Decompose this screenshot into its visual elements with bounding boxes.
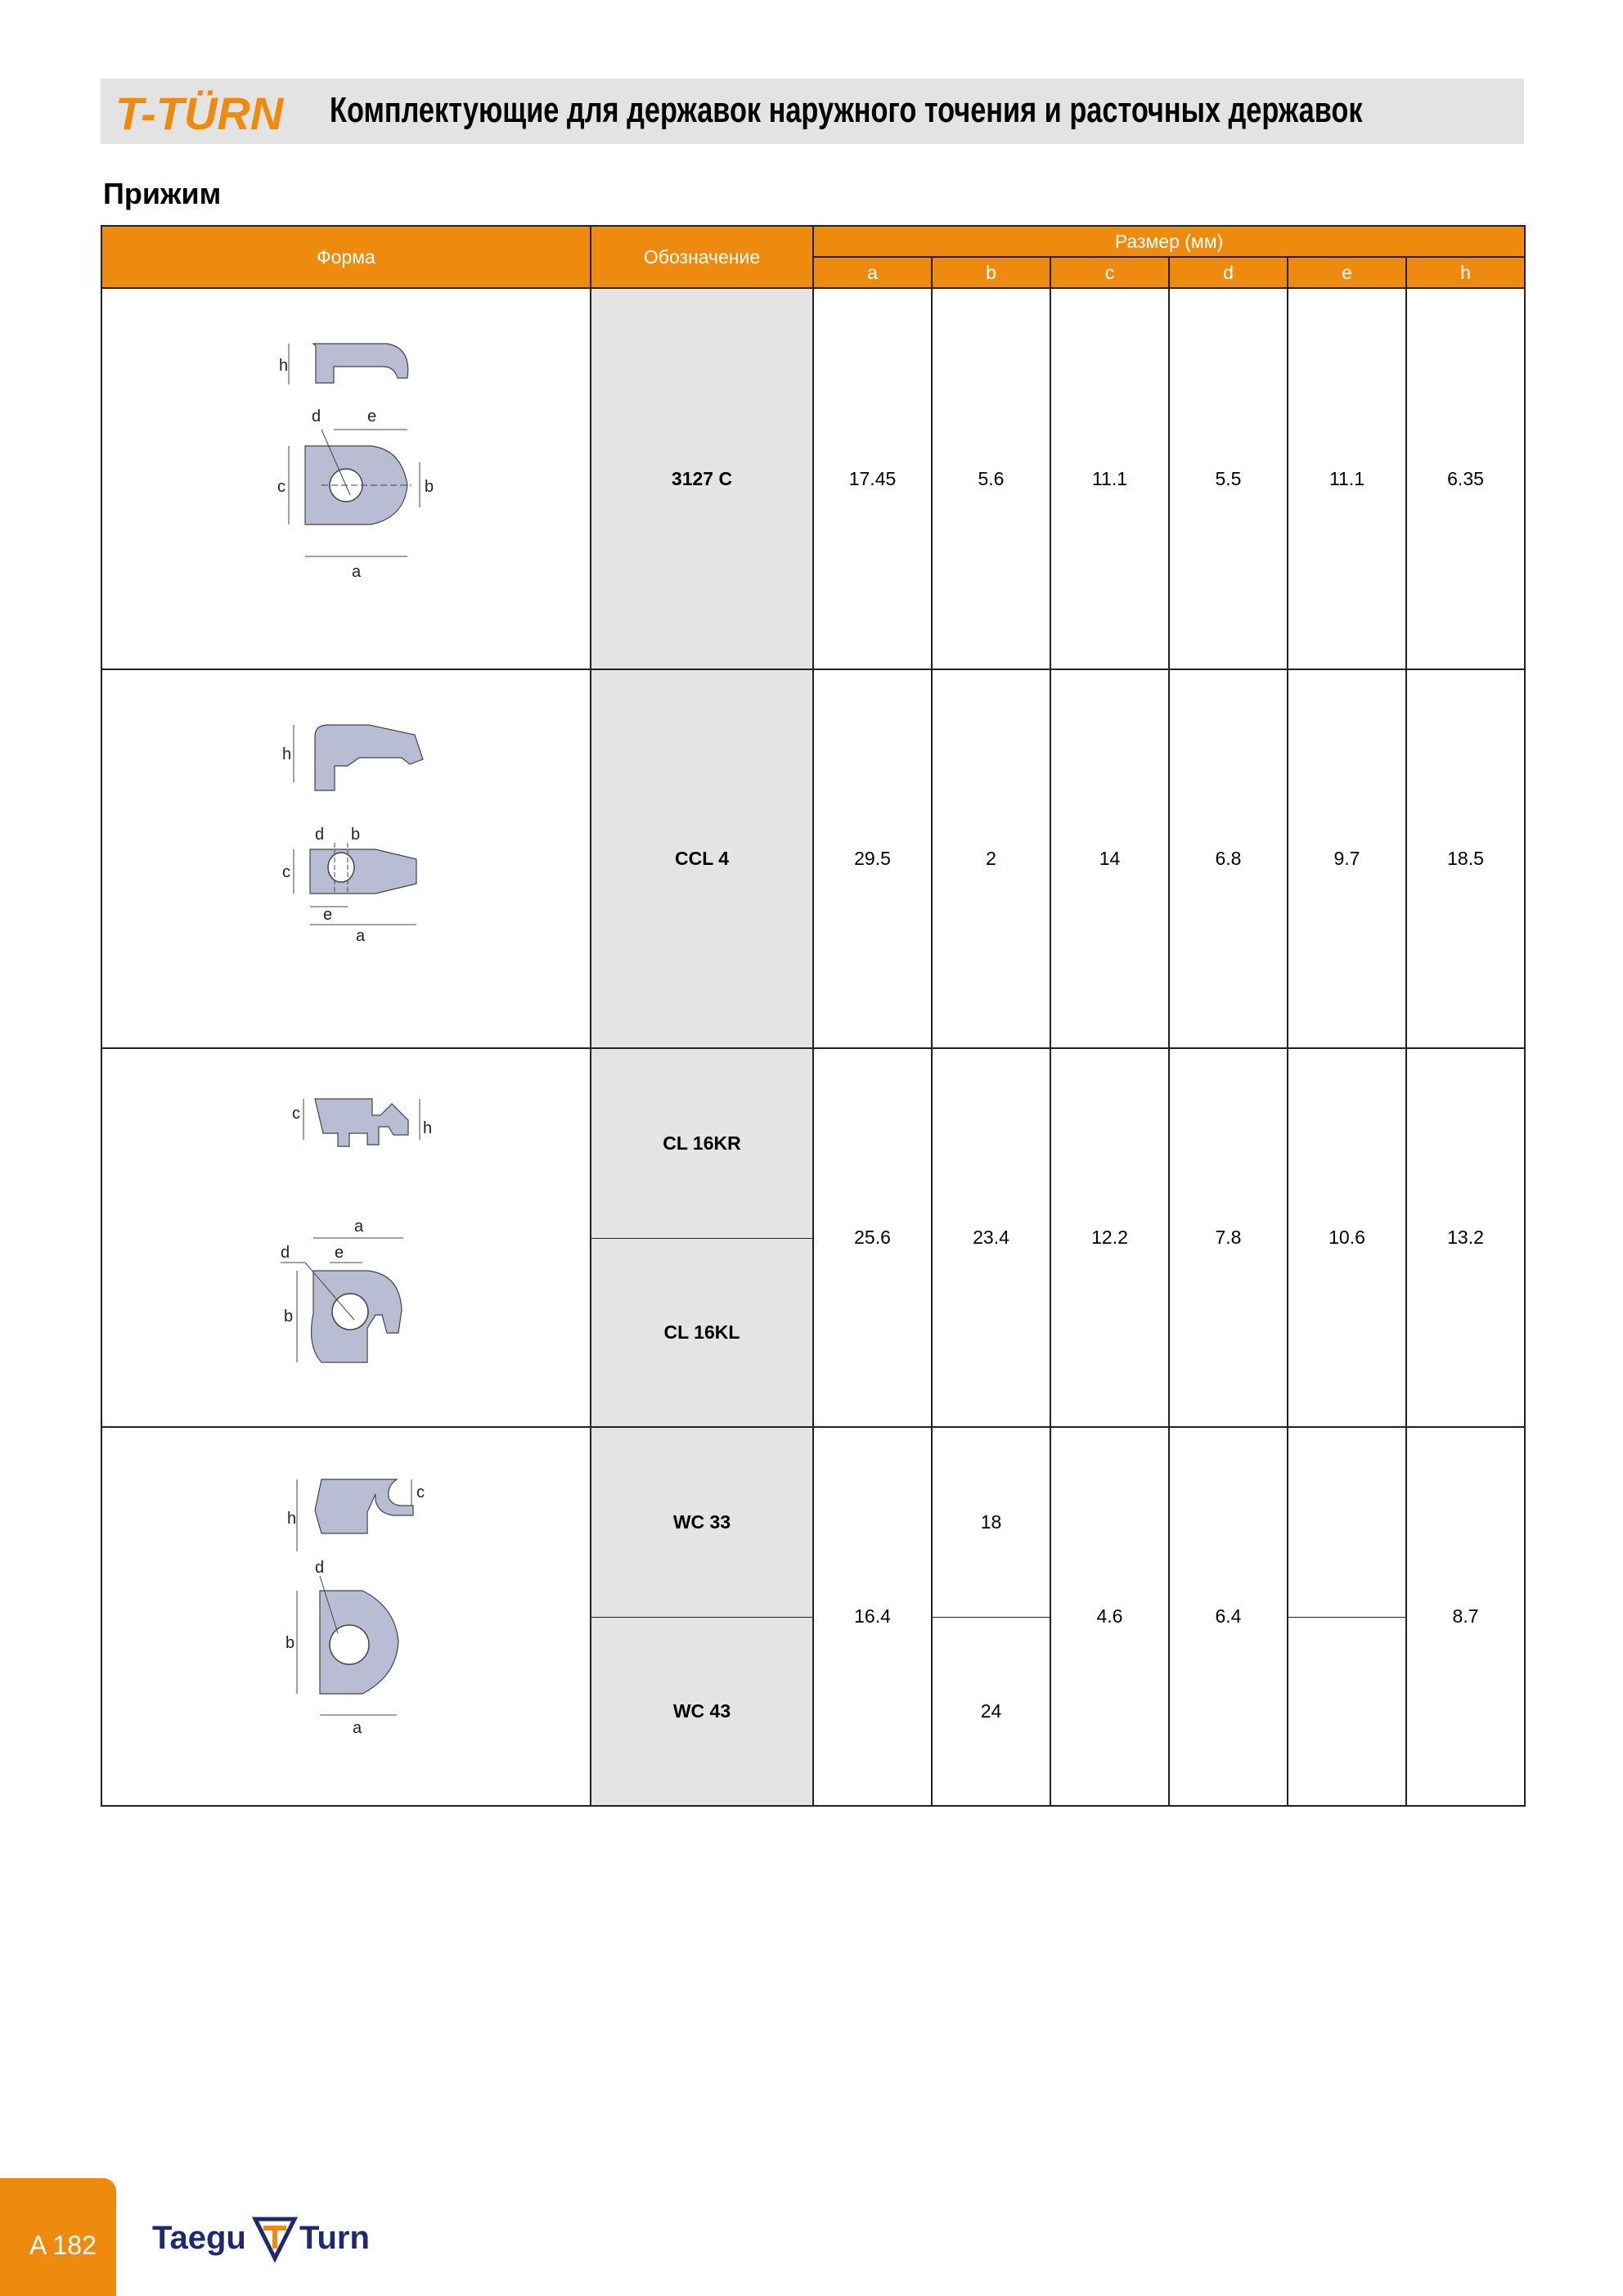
svg-text:Turn: Turn (299, 2220, 370, 2256)
fig-label-e: e (323, 905, 333, 924)
clamp-wc-drawing (174, 1445, 518, 1789)
cell-c: 12.2 (1050, 1048, 1169, 1427)
cell-a: 16.4 (813, 1427, 932, 1806)
dim-header-d: d (1169, 257, 1288, 288)
fig-label-b: b (284, 1307, 294, 1326)
fig-label-c: c (282, 862, 290, 881)
cell-a: 17.45 (813, 288, 932, 669)
fig-label-h: h (279, 357, 289, 375)
fig-label-h: h (423, 1119, 433, 1137)
figure-3127c (101, 288, 591, 669)
parts-table (101, 225, 1526, 1807)
clamp-3127c-drawing (174, 307, 518, 651)
dim-header-a: a (813, 257, 932, 288)
fig-label-c: c (277, 478, 285, 496)
cell-h: 13.2 (1406, 1048, 1525, 1427)
cell-e: 10.6 (1288, 1048, 1406, 1427)
table-row (101, 1427, 1525, 1617)
clamp-cl16k-drawing (174, 1066, 518, 1410)
fig-label-b: b (351, 825, 361, 844)
cell-e: 9.7 (1288, 669, 1406, 1048)
fig-label-b: b (285, 1633, 295, 1652)
cell-d: 7.8 (1169, 1048, 1288, 1427)
col-code-header: Обозначение (591, 226, 813, 288)
table-row (101, 288, 1525, 669)
dim-header-h: h (1406, 257, 1525, 288)
fig-label-d: d (315, 825, 325, 844)
cell-h: 18.5 (1406, 669, 1525, 1048)
cell-b: 23.4 (932, 1048, 1050, 1427)
clamp-ccl4-drawing (174, 687, 518, 1031)
header-banner (101, 79, 1524, 144)
figure-ccl4 (101, 669, 591, 1048)
cell-h: 6.35 (1406, 288, 1525, 669)
fig-label-a: a (353, 1718, 362, 1737)
code-wc43: WC 43 (591, 1617, 813, 1806)
fig-label-e: e (367, 407, 377, 425)
page-title: Комплектующие для державок наружного точения и расточных державок (330, 90, 1363, 130)
cell-b: 5.6 (932, 288, 1050, 669)
fig-label-a: a (354, 1217, 364, 1236)
cell-d: 6.4 (1169, 1427, 1288, 1806)
t-turn-logo (112, 87, 312, 137)
fig-label-a: a (356, 926, 366, 945)
t-emblem-icon (255, 2219, 294, 2258)
fig-label-b: b (425, 478, 434, 496)
fig-label-e: e (335, 1243, 344, 1262)
code-cl16kl: CL 16KL (591, 1238, 813, 1427)
cell-d: 5.5 (1169, 288, 1288, 669)
svg-text:T-TÜRN: T-TÜRN (115, 88, 284, 137)
cell-b-wc43: 24 (932, 1617, 1050, 1806)
table-row (101, 1048, 1525, 1238)
cell-e: 11.1 (1288, 288, 1406, 669)
page-number: A 182 (29, 2231, 97, 2260)
cell-c: 11.1 (1050, 288, 1169, 669)
fig-label-h: h (282, 745, 292, 763)
fig-label-d: d (315, 1558, 325, 1577)
cell-d: 6.8 (1169, 669, 1288, 1048)
cell-b: 2 (932, 669, 1050, 1048)
cell-h: 8.7 (1406, 1427, 1525, 1806)
fig-label-d: d (312, 407, 321, 425)
cell-e-wc33 (1288, 1427, 1406, 1617)
figure-cl16k (101, 1048, 591, 1427)
section-title: Прижим (103, 177, 222, 210)
code-cl16kr: CL 16KR (591, 1048, 813, 1238)
col-form-header: Форма (101, 226, 591, 288)
cell-c: 14 (1050, 669, 1169, 1048)
code-3127c: 3127 C (591, 288, 813, 669)
fig-label-d: d (281, 1243, 290, 1262)
dim-header-b: b (932, 257, 1050, 288)
code-ccl4: CCL 4 (591, 669, 813, 1048)
table-row (101, 669, 1525, 1048)
cell-e-wc43 (1288, 1617, 1406, 1806)
col-size-header: Размер (мм) (813, 226, 1525, 257)
fig-label-a: a (352, 563, 362, 581)
dim-header-e: e (1288, 257, 1406, 288)
cell-a: 25.6 (813, 1048, 932, 1427)
taegu-turn-logo (152, 2211, 389, 2263)
fig-label-h: h (287, 1509, 297, 1528)
fig-label-c: c (292, 1104, 300, 1123)
cell-c: 4.6 (1050, 1427, 1169, 1806)
cell-b-wc33: 18 (932, 1427, 1050, 1617)
code-wc33: WC 33 (591, 1427, 813, 1617)
cell-a: 29.5 (813, 669, 932, 1048)
svg-text:Taegu: Taegu (152, 2220, 246, 2256)
fig-label-c: c (416, 1483, 425, 1501)
dim-header-c: c (1050, 257, 1169, 288)
figure-wc (101, 1427, 591, 1806)
